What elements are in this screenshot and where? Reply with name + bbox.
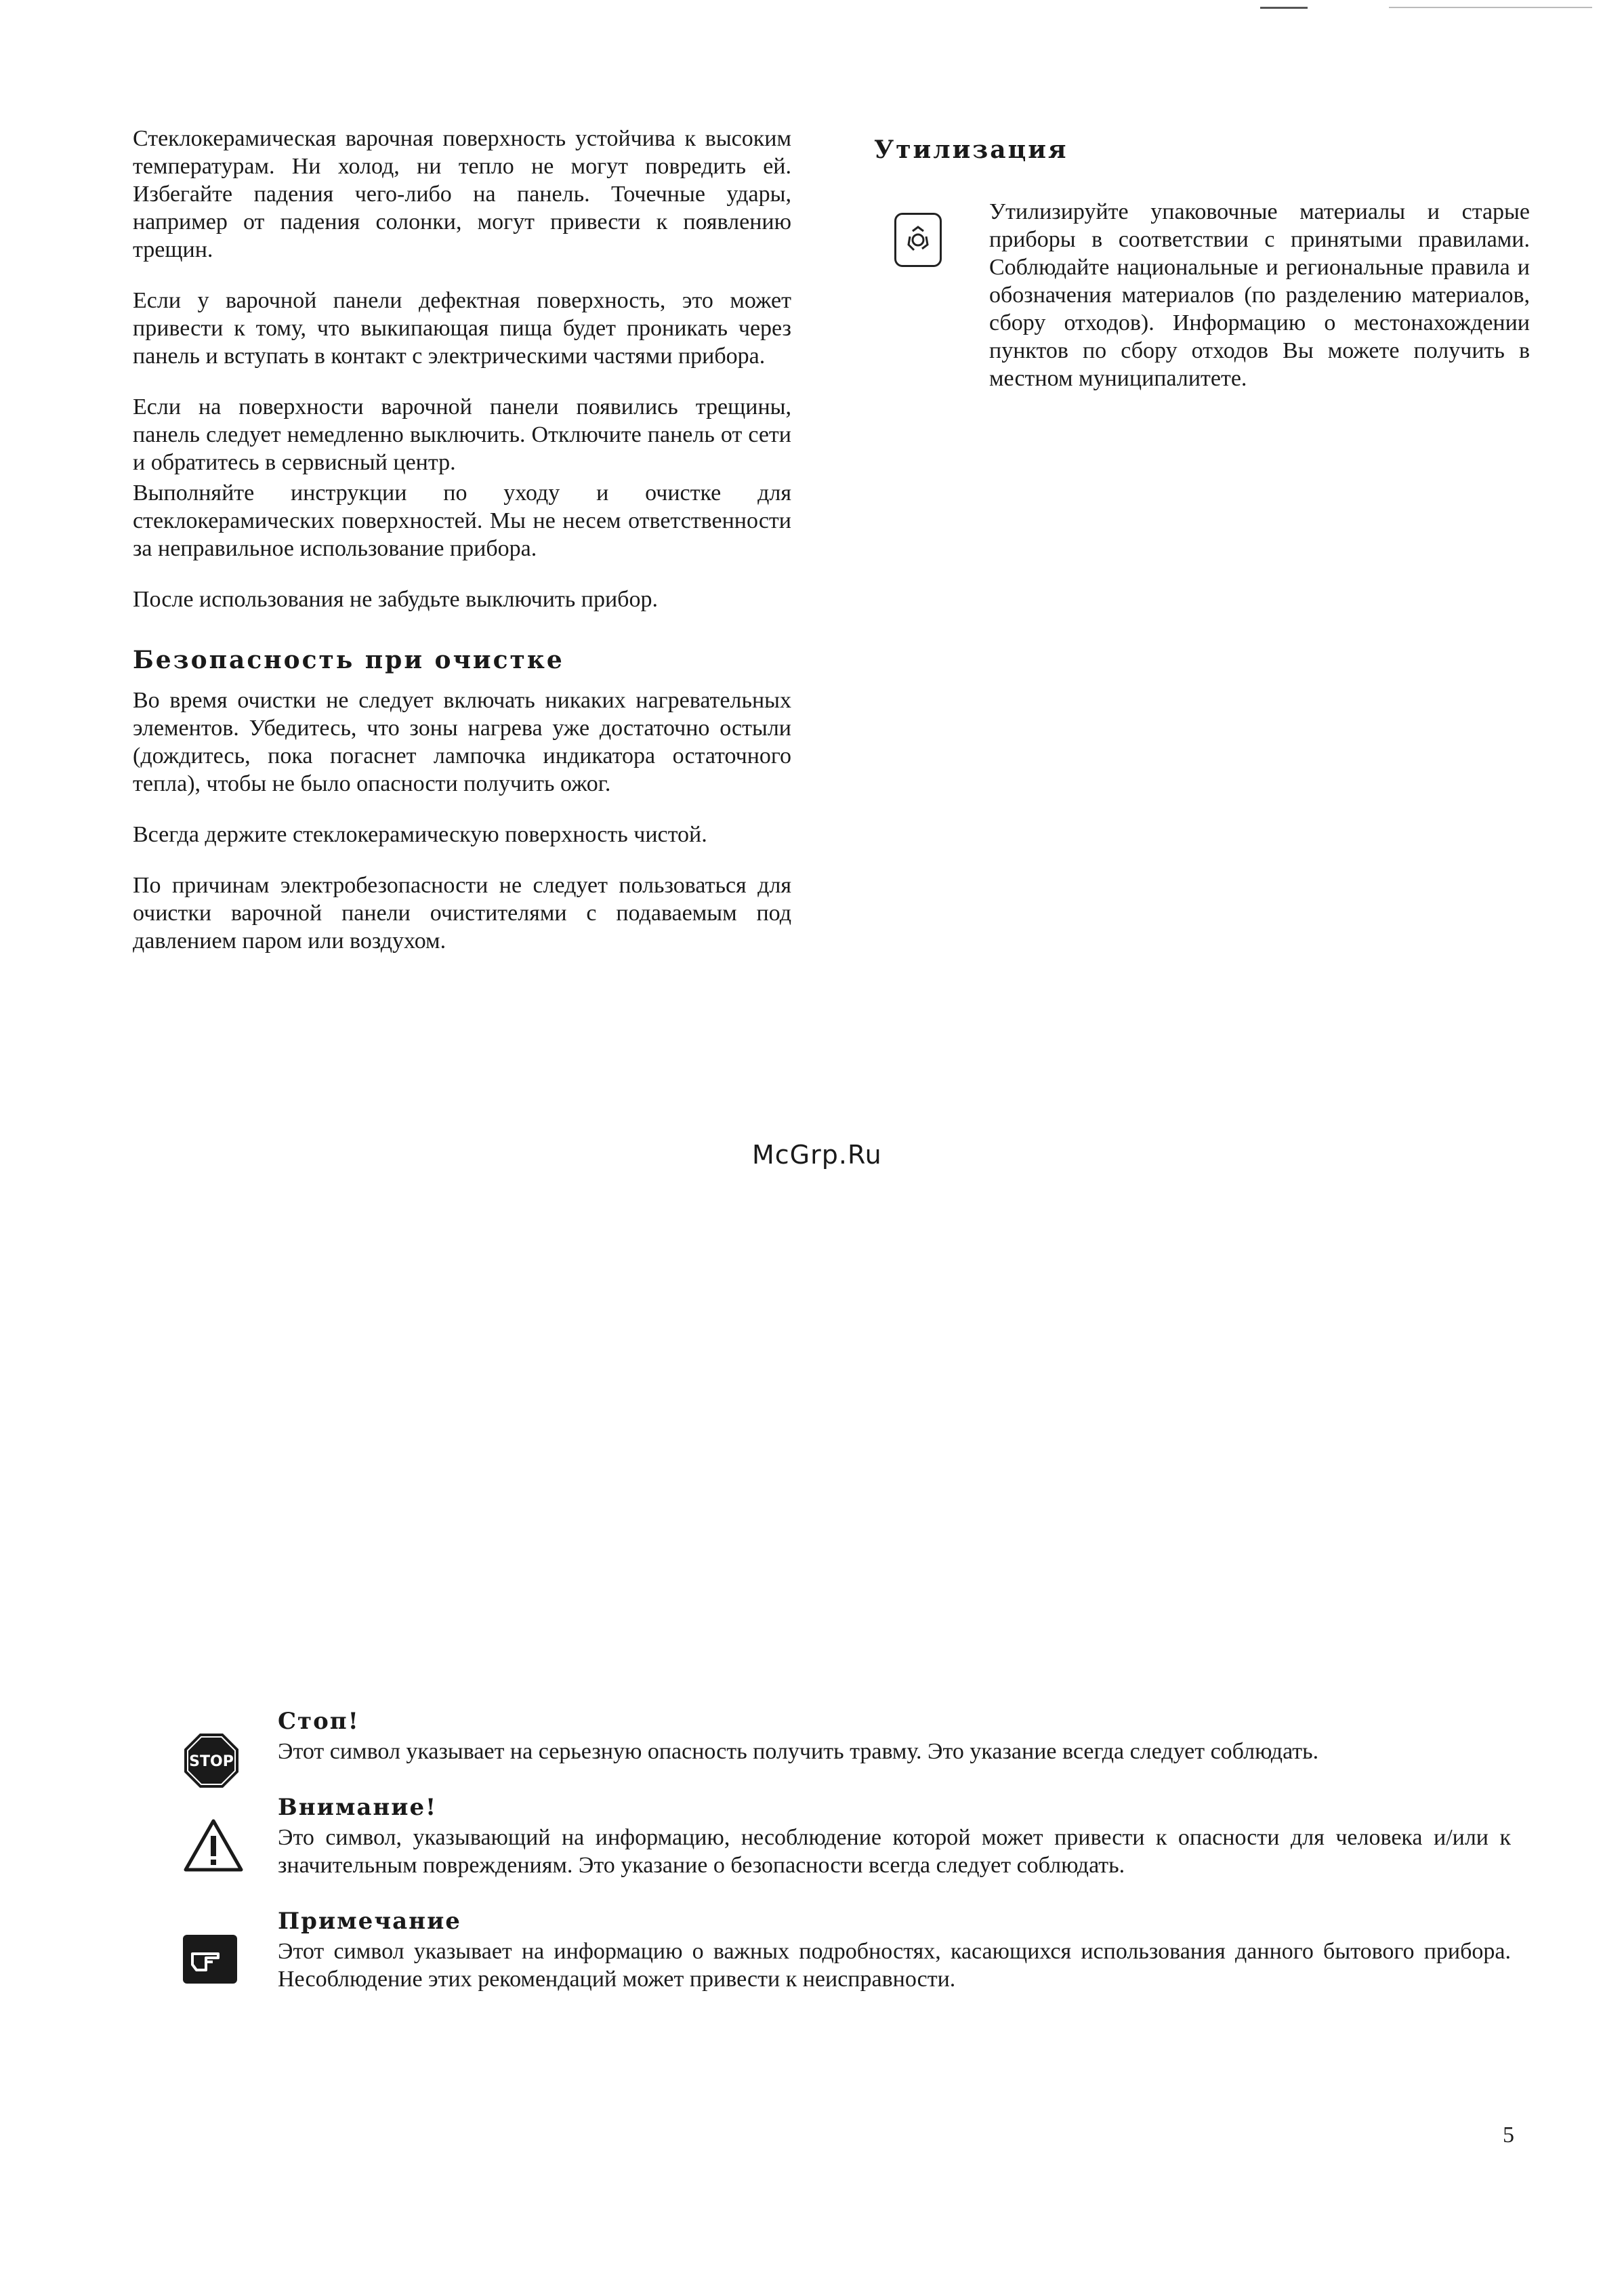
stop-sign-label: STOP	[189, 1753, 234, 1770]
paragraph: По причинам электробезопасности не следует пользоваться для очистки варочной панели очистителями с подаваемым под давлением паром или воздухом.	[133, 873, 791, 954]
pointing-hand-icon	[183, 1935, 237, 1987]
disposal-section	[874, 198, 1530, 392]
paragraph: Во время очистки не следует включать никаких нагревательных элементов. Убедитесь, что зоны нагрева уже достаточно остыли (дождитесь, пока погаснет лампочка индикатора остаточного тепла), чтобы не было опасности получить ожог.	[133, 688, 791, 796]
paragraph: Всегда держите стеклокерамическую поверхность чистой.	[133, 822, 707, 847]
stop-sign-icon	[183, 1732, 240, 1792]
paragraph: Стеклокерамическая варочная поверхность устойчива к высоким температурам. Ни холод, ни тепло не могут повредить ей. Избегайте падения чего-либо на панель. Точечные удары, например от падения солонки, могут привести к появлению трещин.	[133, 126, 791, 262]
legend-title: Стоп!	[278, 1708, 360, 1735]
paragraph: Выполняйте инструкции по уходу и очистке для стеклокерамических поверхностей. Мы не несем ответственности за неправильное использование прибора.	[133, 480, 791, 561]
legend-text: Этот символ указывает на информацию о важных подробностях, касающихся использования данного бытового прибора. Несоблюдение этих рекомендаций может привести к неисправности.	[278, 1939, 1511, 1992]
scan-mark	[1260, 7, 1308, 9]
legend-text: Это символ, указывающий на информацию, несоблюдение которой может привести к опасности для человека и/или к значительным повреждениям. Это указание о безопасности всегда следует соблюдать.	[278, 1825, 1511, 1878]
page-number: 5	[1503, 2123, 1514, 2148]
recycle-icon	[894, 213, 942, 267]
watermark: McGrp.Ru	[752, 1140, 882, 1170]
warning-triangle-icon	[183, 1818, 244, 1876]
disposal-heading: Утилизация	[874, 136, 1068, 164]
paragraph: Если у варочной панели дефектная поверхность, это может привести к тому, что выкипающая пища будет проникать через панель и вступать в контакт с электрическими частями прибора.	[133, 288, 791, 369]
legend-title: Внимание!	[278, 1794, 438, 1821]
disposal-text: Утилизируйте упаковочные материалы и старые приборы в соответствии с принятыми правилами. Соблюдайте национальные и региональные правила и обозначения материалов (по разделению материалов, сбору отходов). Информацию о местонахождении пунктов по сбору отходов Вы можете получить в местном муниципалитете.	[989, 199, 1530, 391]
scan-mark	[1389, 7, 1592, 8]
legend-item-warning	[183, 1794, 1511, 1879]
legend-item-note	[183, 1908, 1511, 1993]
legend-title: Примечание	[278, 1908, 461, 1935]
paragraph: Если на поверхности варочной панели появились трещины, панель следует немедленно выключить. Отключите панель от сети и обратитесь в сервисный центр.	[133, 394, 791, 475]
cleaning-safety-heading: Безопасность при очистке	[133, 646, 564, 674]
right-column	[874, 136, 1530, 415]
legend-item-stop	[183, 1708, 1511, 1770]
legend-text: Этот символ указывает на серьезную опасность получить травму. Это указание всегда следует соблюдать.	[278, 1739, 1319, 1764]
paragraph: После использования не забудьте выключить прибор.	[133, 587, 658, 612]
left-column	[133, 125, 791, 978]
symbol-legend	[183, 1708, 1511, 2022]
